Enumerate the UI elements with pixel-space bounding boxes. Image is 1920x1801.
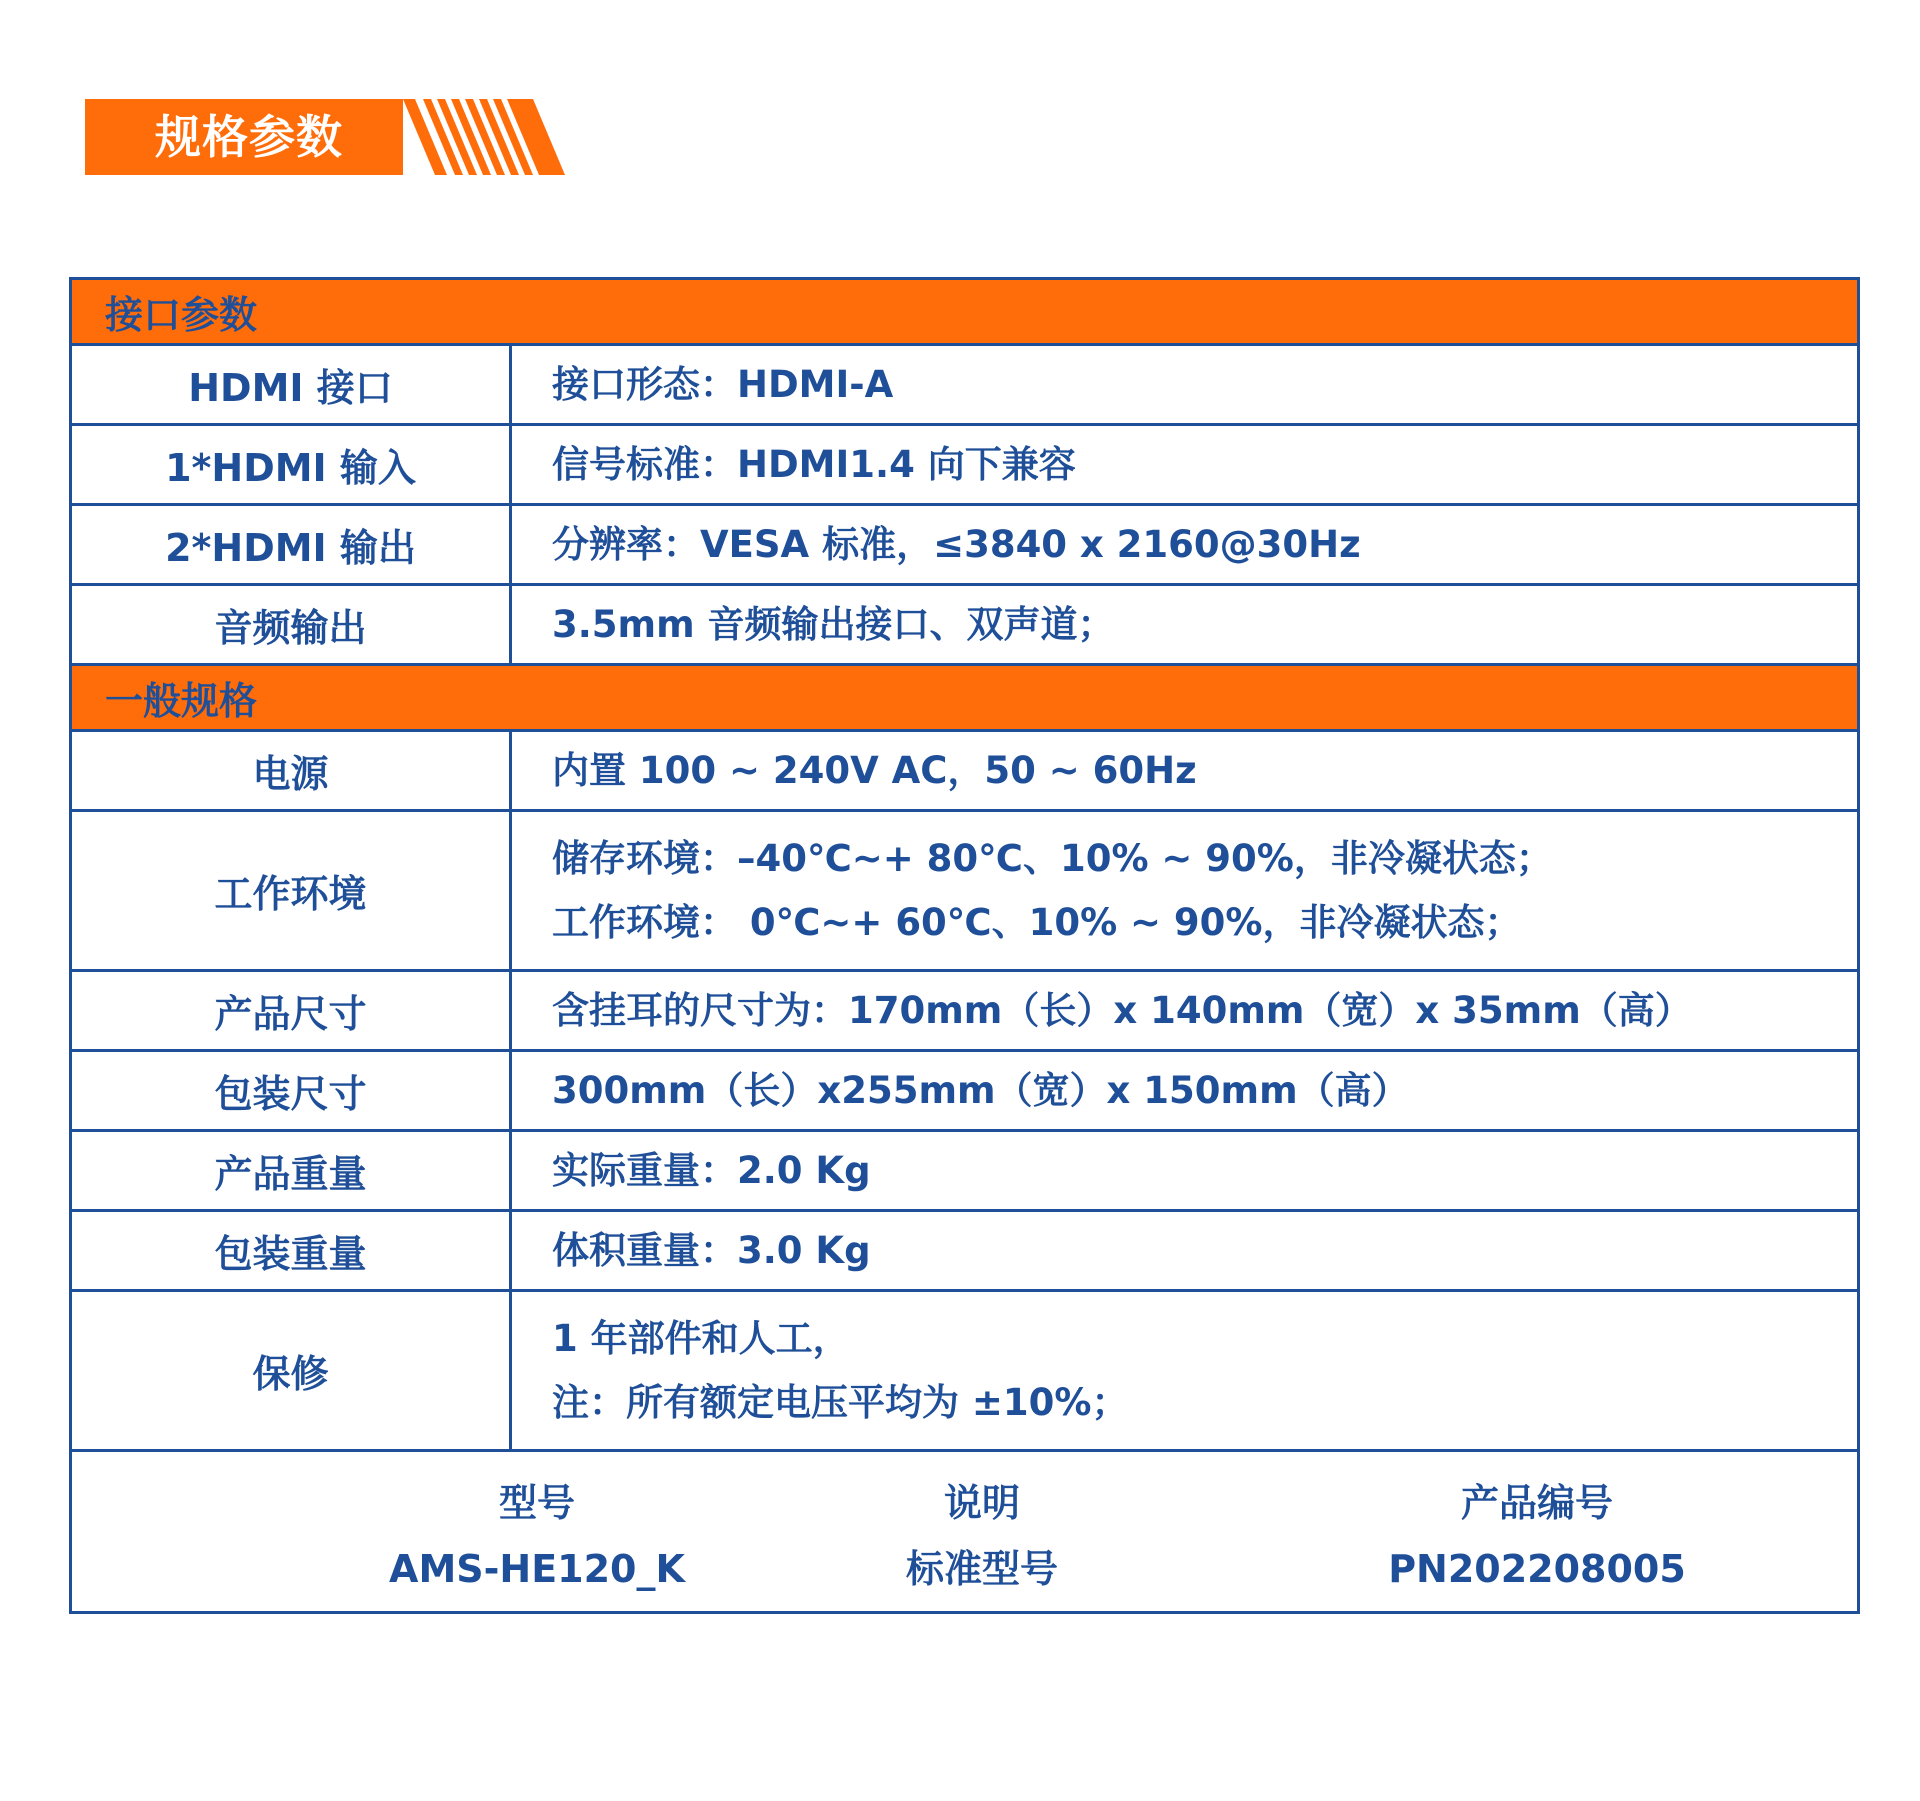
row-label: 包装尺寸 bbox=[72, 1052, 512, 1129]
value-line: 接口形态：HDMI-A bbox=[552, 362, 894, 406]
table-row bbox=[72, 1212, 1857, 1292]
value-line: 体积重量：3.0 Kg bbox=[552, 1228, 871, 1272]
value-line: 含挂耳的尺寸为：170mm（长）x 140mm（宽）x 35mm（高） bbox=[552, 988, 1692, 1032]
value-line: 300mm（长）x255mm（宽）x 150mm（高） bbox=[552, 1068, 1409, 1112]
value-line: 分辨率：VESA 标准，≤3840 x 2160@30Hz bbox=[552, 522, 1361, 566]
row-label: 1*HDMI 输入 bbox=[72, 426, 512, 503]
table-row bbox=[72, 732, 1857, 812]
spec-table bbox=[69, 277, 1860, 1614]
title-banner bbox=[85, 99, 565, 175]
row-label: 保修 bbox=[72, 1292, 512, 1449]
table-row bbox=[72, 1052, 1857, 1132]
section-header-general: 一般规格 bbox=[72, 666, 1857, 732]
row-value bbox=[512, 1132, 1857, 1209]
row-value bbox=[512, 1212, 1857, 1289]
value-line: 工作环境： 0℃~+ 60℃、10% ~ 90%，非冷凝状态； bbox=[552, 900, 1522, 944]
row-value bbox=[512, 346, 1857, 423]
row-label: 2*HDMI 输出 bbox=[72, 506, 512, 583]
table-row bbox=[72, 426, 1857, 506]
table-row bbox=[72, 586, 1857, 666]
row-label: 电源 bbox=[72, 732, 512, 809]
model-column bbox=[312, 1470, 762, 1602]
row-value bbox=[512, 1292, 1857, 1449]
row-value bbox=[512, 586, 1857, 663]
value-line: 内置 100 ~ 240V AC，50 ~ 60Hz bbox=[552, 748, 1197, 792]
row-label: 产品重量 bbox=[72, 1132, 512, 1209]
table-row bbox=[72, 1292, 1857, 1452]
table-row bbox=[72, 346, 1857, 426]
table-row bbox=[72, 506, 1857, 586]
row-value bbox=[512, 1052, 1857, 1129]
model-header: 型号 bbox=[498, 1481, 575, 1525]
row-value bbox=[512, 812, 1857, 969]
value-line: 信号标准：HDMI1.4 向下兼容 bbox=[552, 442, 1076, 486]
row-value bbox=[512, 506, 1857, 583]
table-row bbox=[72, 972, 1857, 1052]
model-info-footer bbox=[72, 1452, 1857, 1611]
description-column bbox=[832, 1470, 1132, 1602]
row-label: 音频输出 bbox=[72, 586, 512, 663]
description-header: 说明 bbox=[943, 1481, 1020, 1525]
row-label: 工作环境 bbox=[72, 812, 512, 969]
row-value bbox=[512, 972, 1857, 1049]
section-header-interface: 接口参数 bbox=[72, 280, 1857, 346]
product-number-header: 产品编号 bbox=[1460, 1481, 1613, 1525]
description-value: 标准型号 bbox=[905, 1547, 1058, 1591]
value-line: 储存环境：–40℃~+ 80℃、10% ~ 90%，非冷凝状态； bbox=[552, 836, 1553, 880]
model-value: AMS-HE120_K bbox=[389, 1547, 685, 1591]
table-row bbox=[72, 1132, 1857, 1212]
page-title: 规格参数 bbox=[155, 110, 343, 164]
value-line: 1 年部件和人工， bbox=[552, 1316, 850, 1360]
table-row bbox=[72, 812, 1857, 972]
row-label: HDMI 接口 bbox=[72, 346, 512, 423]
row-value bbox=[512, 732, 1857, 809]
value-line: 注：所有额定电压平均为 ±10%； bbox=[552, 1380, 1129, 1424]
row-label: 包装重量 bbox=[72, 1212, 512, 1289]
row-label: 产品尺寸 bbox=[72, 972, 512, 1049]
value-line: 实际重量：2.0 Kg bbox=[552, 1148, 871, 1192]
product-number-column bbox=[1292, 1470, 1782, 1602]
product-number-value: PN202208005 bbox=[1388, 1547, 1686, 1591]
row-value bbox=[512, 426, 1857, 503]
value-line: 3.5mm 音频输出接口、双声道； bbox=[552, 602, 1115, 646]
